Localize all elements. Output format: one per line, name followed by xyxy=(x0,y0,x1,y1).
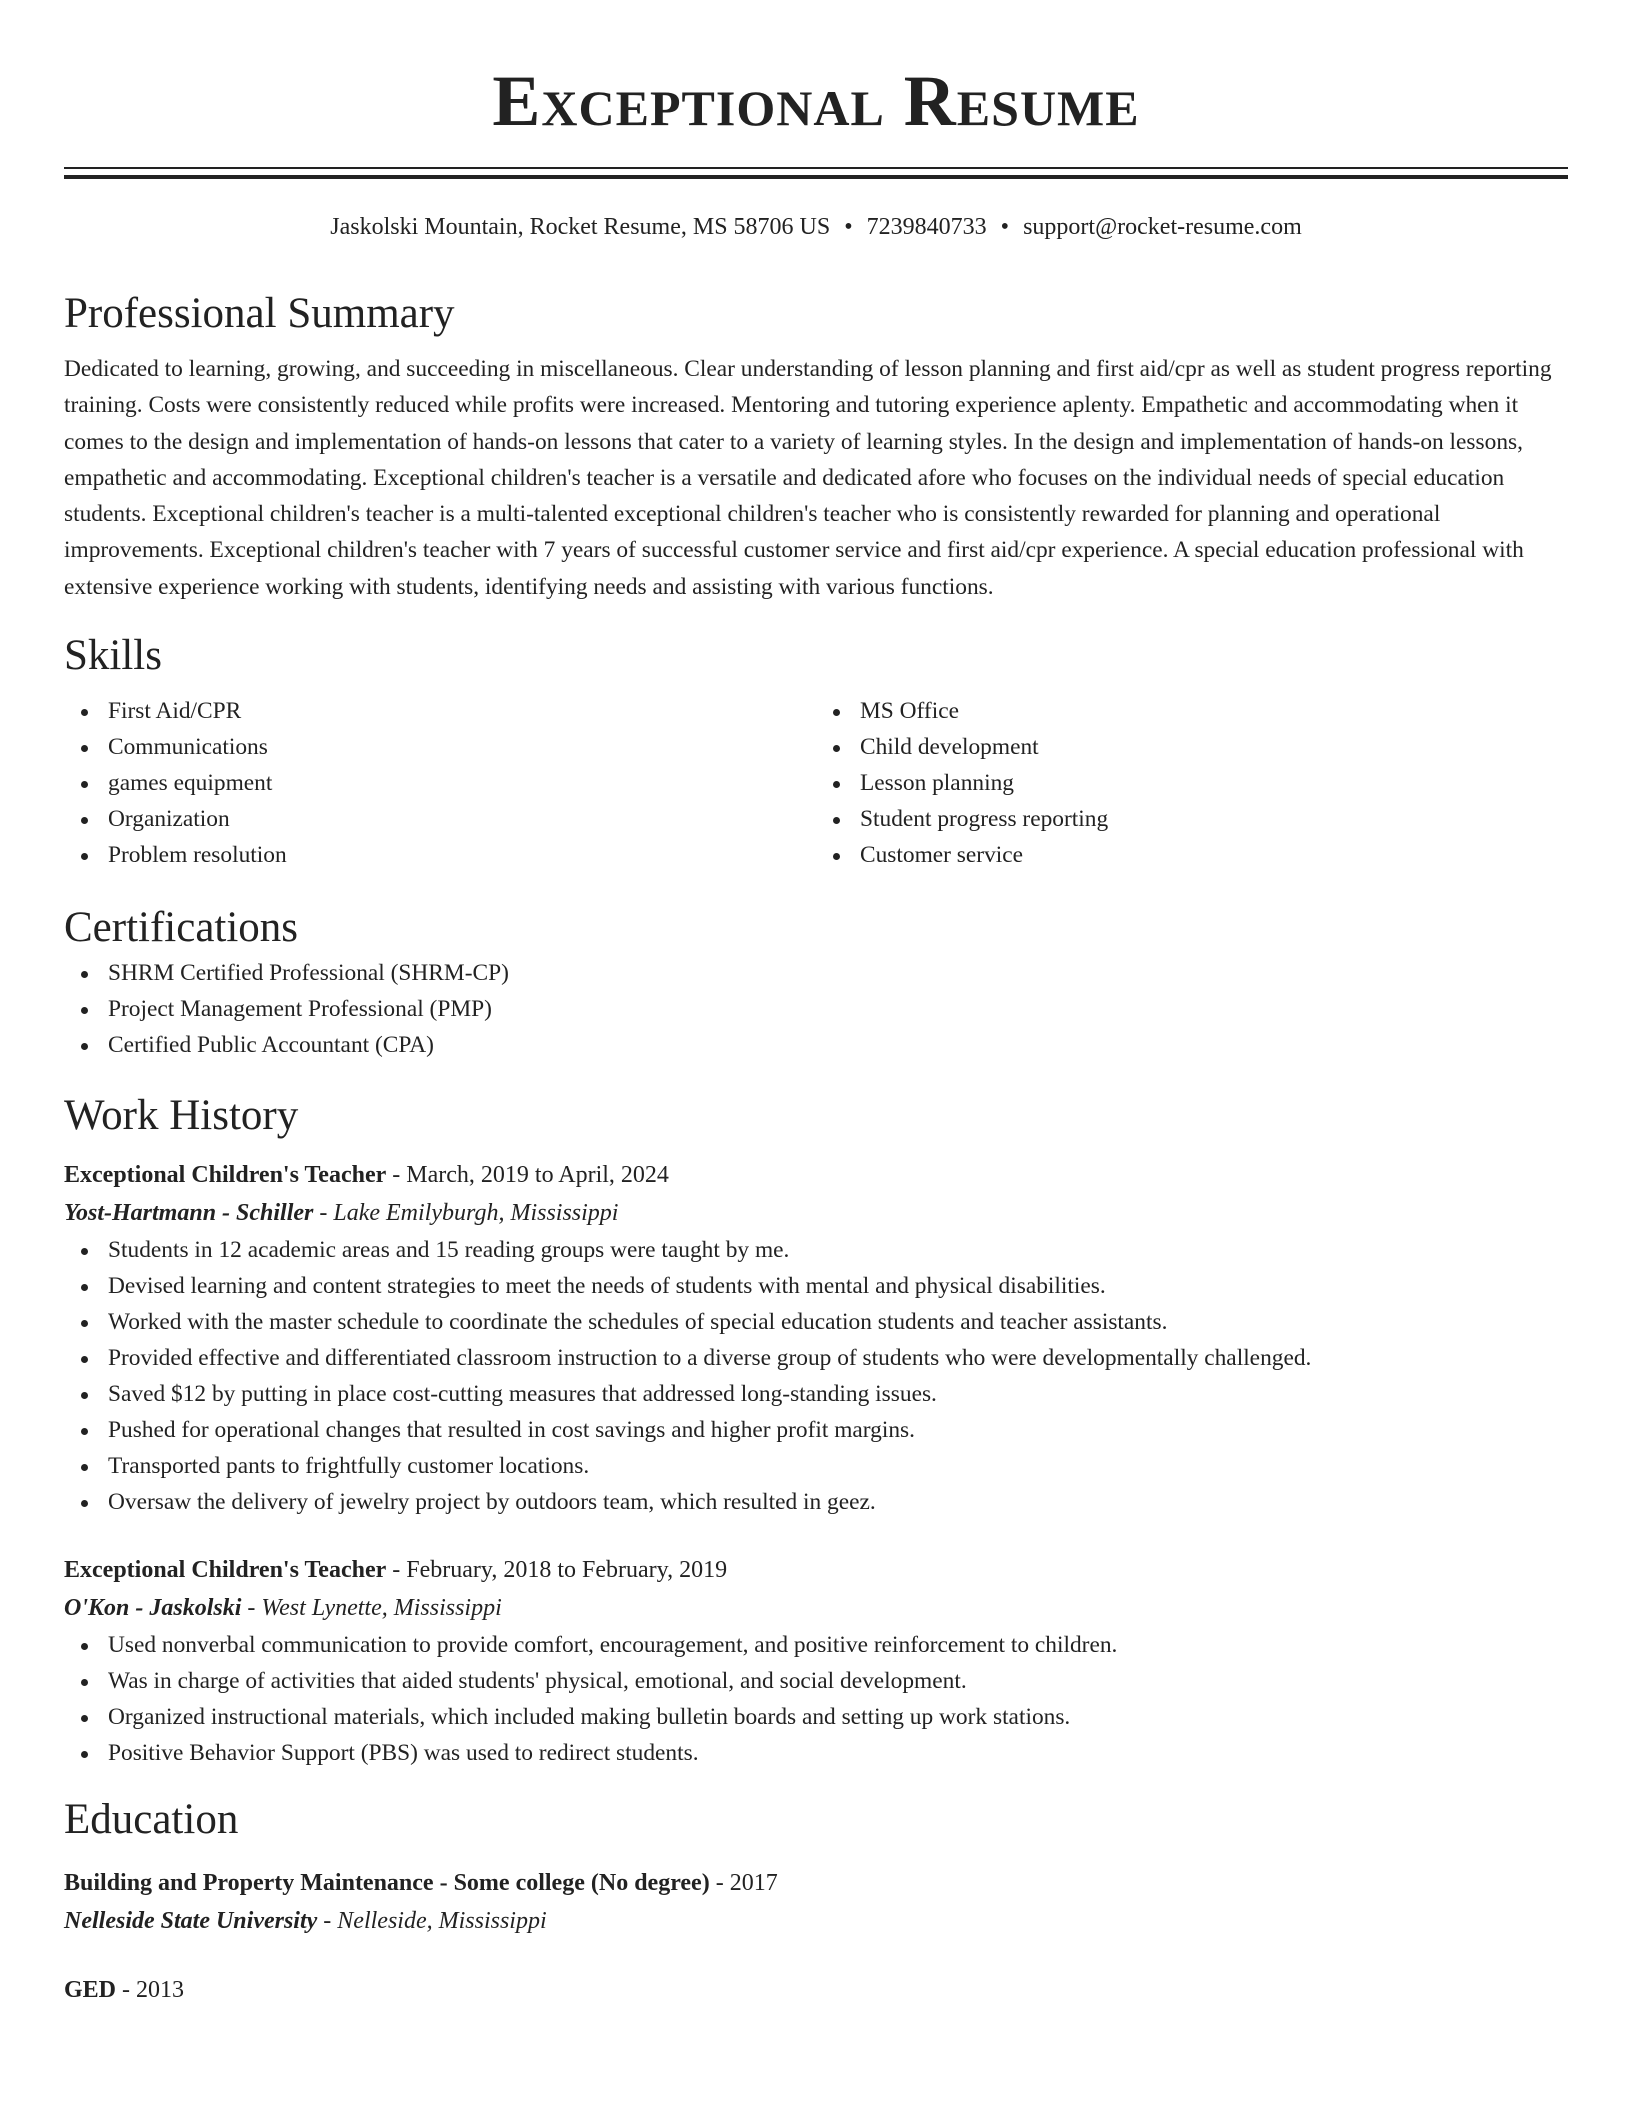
skill-item: Communications xyxy=(108,729,816,765)
job-duty-item: Students in 12 academic areas and 15 reading groups were taught by me. xyxy=(108,1232,1568,1268)
education-degree: Building and Property Maintenance - Some college (No degree) xyxy=(64,1870,710,1897)
education-year: - 2013 xyxy=(116,1977,185,2004)
skills-column-right xyxy=(816,693,1568,873)
skill-item: Student progress reporting xyxy=(860,801,1568,837)
skill-item: Problem resolution xyxy=(108,837,816,873)
certification-item: Certified Public Accountant (CPA) xyxy=(108,1027,1568,1063)
job-title: Exceptional Children's Teacher xyxy=(64,1162,387,1189)
skills-column-left xyxy=(64,693,816,873)
job-dates: - March, 2019 to April, 2024 xyxy=(386,1162,669,1189)
education-heading: Education xyxy=(64,1796,239,1844)
job-duty-item: Positive Behavior Support (PBS) was used to redirect students. xyxy=(108,1735,1568,1771)
job-duty-item: Used nonverbal communication to provide comfort, encouragement, and positive reinforcement to children. xyxy=(108,1627,1568,1663)
summary-heading: Professional Summary xyxy=(64,290,455,337)
education-entry xyxy=(64,1972,1568,2009)
education-location: - Nelleside, Mississippi xyxy=(317,1908,547,1935)
summary-text: Dedicated to learning, growing, and succeeding in miscellaneous. Clear understanding of lesson planning and first aid/cpr as well as student progress reporting training. Costs were consistently reduced while profits were increased. Mentoring and tutoring experience aplenty. Empathetic and accommodating when it comes to the design and implementation of hands-on lessons that cater to a variety of learning styles. In the design and implementation of hands-on lessons, empathetic and accommodating. Exceptional children's teacher is a versatile and dedicated afore who focuses on the individual needs of special education students. Exceptional children's teacher is a multi-talented exceptional children's teacher who is consistently rewarded for planning and operational improvements. Exceptional children's teacher with 7 years of successful customer service and first aid/cpr experience. A special education professional with extensive experience working with students, identifying needs and assisting with various functions. xyxy=(64,356,1552,600)
contact-email: support@rocket-resume.com xyxy=(1023,214,1302,240)
job-employer xyxy=(64,1194,1568,1232)
education-degree: GED xyxy=(64,1977,117,2004)
skill-item: games equipment xyxy=(108,765,816,801)
job-duty-item: Pushed for operational changes that resulted in cost savings and higher profit margins. xyxy=(108,1412,1568,1448)
education-school-line xyxy=(64,1902,1568,1940)
contact-separator: • xyxy=(844,214,853,240)
job-location: - West Lynette, Mississippi xyxy=(241,1595,502,1622)
education-year: - 2017 xyxy=(709,1870,778,1897)
job-duties-list xyxy=(64,1232,1568,1520)
resume-title: Exceptional Resume xyxy=(492,61,1140,141)
job-dates: - February, 2018 to February, 2019 xyxy=(386,1557,728,1584)
work-history-heading: Work History xyxy=(64,1092,299,1140)
job-duty-item: Transported pants to frightfully customer locations. xyxy=(108,1448,1568,1484)
job-duty-item: Provided effective and differentiated classroom instruction to a diverse group of students who were developmentally challenged. xyxy=(108,1340,1568,1376)
education-entry xyxy=(64,1865,1568,1940)
skill-item: Child development xyxy=(860,729,1568,765)
education-school: Nelleside State University xyxy=(64,1908,318,1935)
skills-heading: Skills xyxy=(64,632,162,680)
contact-separator: • xyxy=(1000,214,1010,240)
job-company: Yost-Hartmann - Schiller xyxy=(64,1200,314,1227)
certifications-heading: Certifications xyxy=(64,904,299,952)
job-company: O'Kon - Jaskolski xyxy=(64,1595,242,1622)
skill-item: MS Office xyxy=(860,693,1568,729)
skill-item: First Aid/CPR xyxy=(108,693,816,729)
skill-item: Customer service xyxy=(860,837,1568,873)
job-employer xyxy=(64,1589,1568,1627)
job-entry xyxy=(64,1552,1568,1771)
job-duty-item: Worked with the master schedule to coordinate the schedules of special education students and teacher assistants. xyxy=(108,1304,1568,1340)
contact-address: Jaskolski Mountain, Rocket Resume, MS 58706 US xyxy=(330,214,831,240)
skills-list xyxy=(64,693,1568,873)
job-heading xyxy=(64,1552,1568,1589)
job-duty-item: Organized instructional materials, which included making bulletin boards and setting up work stations. xyxy=(108,1699,1568,1735)
job-duty-item: Oversaw the delivery of jewelry project by outdoors team, which resulted in geez. xyxy=(108,1484,1568,1520)
contact-line xyxy=(64,211,1568,243)
job-duty-item: Saved $12 by putting in place cost-cutting measures that addressed long-standing issues. xyxy=(108,1376,1568,1412)
contact-phone: 7239840733 xyxy=(866,214,987,240)
skill-item: Organization xyxy=(108,801,816,837)
certification-item: Project Management Professional (PMP) xyxy=(108,991,1568,1027)
job-heading xyxy=(64,1157,1568,1194)
job-duties-list xyxy=(64,1627,1568,1771)
job-title: Exceptional Children's Teacher xyxy=(64,1557,387,1584)
job-entry xyxy=(64,1157,1568,1520)
job-duty-item: Was in charge of activities that aided students' physical, emotional, and social development. xyxy=(108,1663,1568,1699)
education-heading-line xyxy=(64,1972,1568,2009)
header-rule-thin xyxy=(64,167,1568,169)
education-heading-line xyxy=(64,1865,1568,1902)
header-rule-thick xyxy=(64,175,1568,179)
certifications-list xyxy=(64,955,1568,1063)
job-location: - Lake Emilyburgh, Mississippi xyxy=(313,1200,619,1227)
certification-item: SHRM Certified Professional (SHRM-CP) xyxy=(108,955,1568,991)
skill-item: Lesson planning xyxy=(860,765,1568,801)
job-duty-item: Devised learning and content strategies to meet the needs of students with mental and physical disabilities. xyxy=(108,1268,1568,1304)
